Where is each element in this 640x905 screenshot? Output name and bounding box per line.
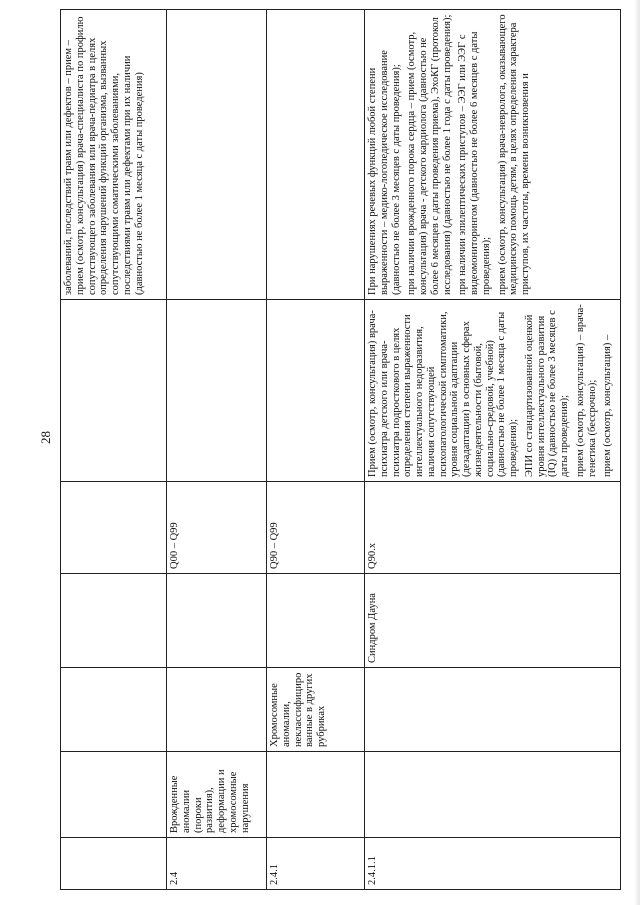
cell-code: Q90.x <box>365 482 621 574</box>
table-row <box>365 10 621 890</box>
cell-nosology <box>167 574 267 668</box>
cell-code <box>61 482 167 574</box>
cell-investigations <box>365 10 621 300</box>
cell-block <box>365 668 621 752</box>
cell-block: Хромосомные аномалии, неклассифицированные в других рубриках <box>267 668 365 752</box>
cell-consult <box>167 300 267 482</box>
cell-code: Q90 – Q99 <box>267 482 365 574</box>
table-row <box>267 10 365 890</box>
investigation-text: заболеваний, последствий травм или дефектов – прием – прием (осмотр, консультация) врача-специалиста по профилю сопутствующего заболевания или врача-педиатра в целях определения нарушений функций организма, вызванных сопутствующими соматическими заболеваниями, последствиями травм или дефектами при их наличии (давностью не более 1 месяца с даты проведения) <box>63 16 145 295</box>
table-row <box>61 10 167 890</box>
cell-num: 2.4 <box>167 838 267 890</box>
consult-text: прием (осмотр, консультация) – <box>602 334 614 477</box>
cell-code: Q00 – Q99 <box>167 482 267 574</box>
cell-nosology <box>61 574 167 668</box>
cell-group <box>61 752 167 838</box>
scan-edge <box>634 0 640 905</box>
page-number: 28 <box>38 431 53 444</box>
cell-block <box>61 668 167 752</box>
consult-text: прием (осмотр, консультация) – врача-генетика (бессрочно); <box>574 304 598 477</box>
cell-investigations <box>61 10 167 300</box>
cell-block <box>167 668 267 752</box>
cell-consult <box>365 300 621 482</box>
investigation-text: При нарушениях речевых функций любой степени выраженности – медико-логопедическое исследование (давностью не более 3 месяцев с даты проведения); <box>367 50 402 295</box>
cell-group <box>267 752 365 838</box>
criteria-table <box>60 9 621 890</box>
investigation-text: прием (осмотр, консультация) врача-невролога, оказывающего медицинскую помощь детям, в целях определения характера приступов, их частоты, времени возникновения и <box>496 14 531 295</box>
investigation-text: при наличии эпилептических приступов – ЭЭГ или ЭЭГ с видеомониторингом (давностью не более 6 месяцев с даты проведения); <box>457 31 492 295</box>
cell-num: 2.4.1 <box>267 838 365 890</box>
cell-group: Врожденные аномалии (пороки развития), деформации и хромосомные нарушения <box>167 752 267 838</box>
rotated-table-container <box>60 10 620 890</box>
cell-num <box>61 838 167 890</box>
cell-num: 2.4.1.1 <box>365 838 621 890</box>
table-body <box>61 10 621 890</box>
cell-consult <box>267 300 365 482</box>
cell-consult <box>61 300 167 482</box>
table-row <box>167 10 267 890</box>
cell-group <box>365 752 621 838</box>
consult-text: ЭПИ со стандартизованной оценкой уровня интеллектуального развития (IQ) (давностью не более 3 месяцев с даты проведения); <box>523 310 570 477</box>
cell-investigations <box>267 10 365 300</box>
cell-nosology <box>267 574 365 668</box>
cell-nosology: Синдром Дауна <box>365 574 621 668</box>
investigation-text: при наличии врожденного порока сердца – прием (осмотр, консультация) врача - детского кардиолога (давностью не более 6 месяцев с даты проведения приема), ЭхоКГ (протокол исследования) (давностью не более 1 года с даты проведения); <box>406 14 453 295</box>
consult-text: Прием (осмотр, консультация) врача-психиатра детского или врача-психиатра подросткового в целях определения степени выраженности интеллектуального недоразвития, наличия сопутствующей психопатологической симптоматики, уровня социальной адаптации (дезадаптации) в основных сферах жизнедеятельности (бытовой, социально-средовой, учебной) (давностью не более 1 месяца с даты проведения); <box>367 310 519 477</box>
cell-investigations <box>167 10 267 300</box>
